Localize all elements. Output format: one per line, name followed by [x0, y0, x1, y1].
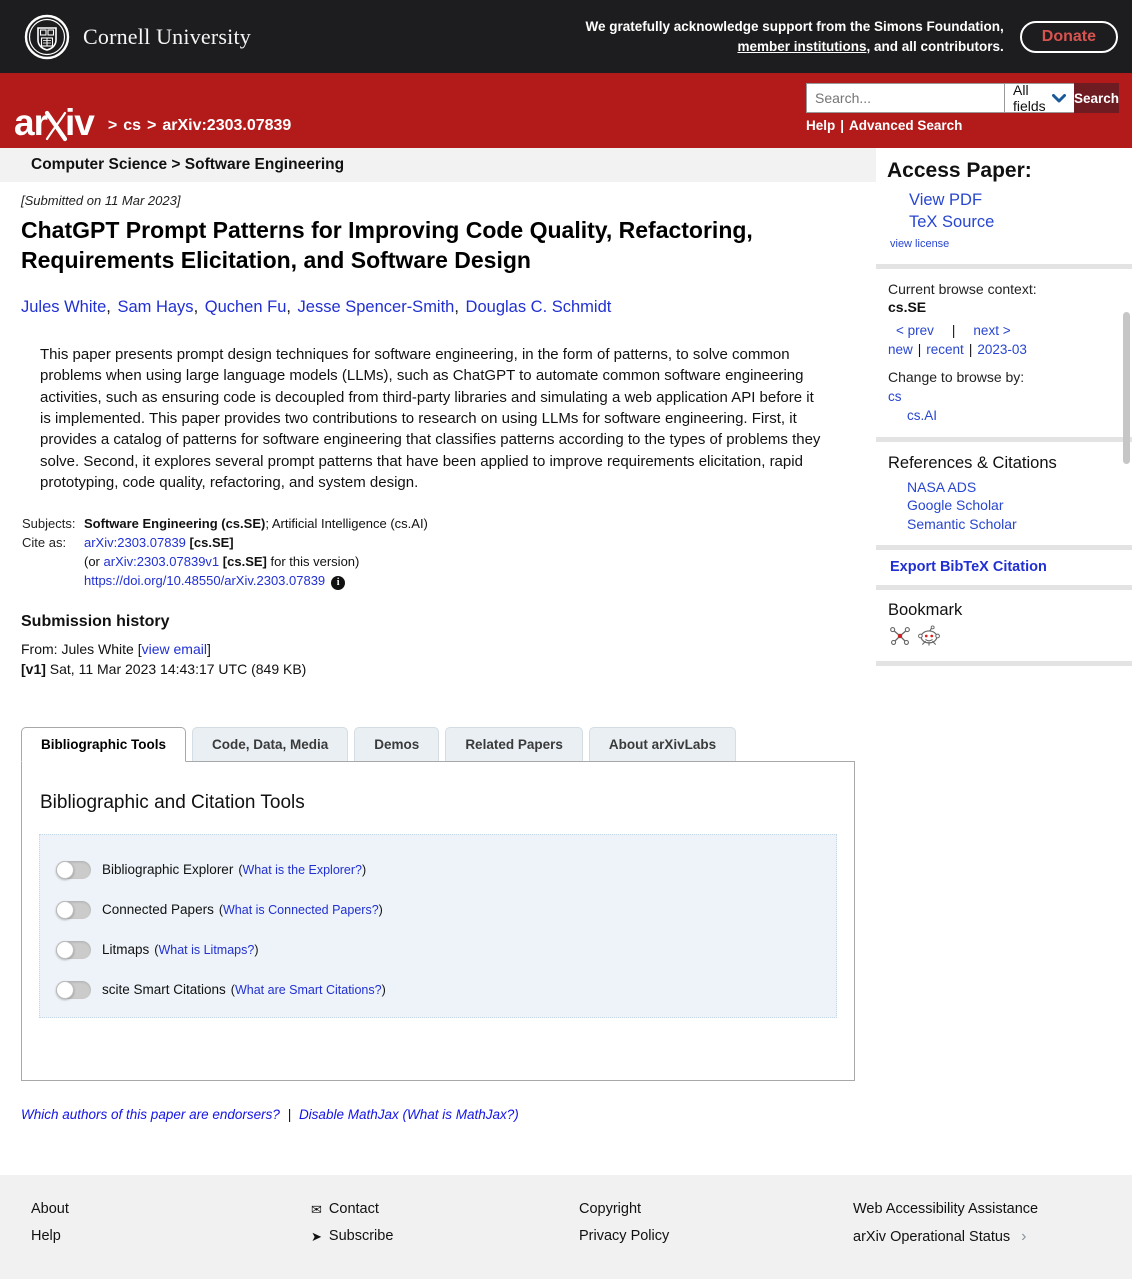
toggle-row-litmaps: Litmaps ( What is Litmaps? ) [56, 941, 820, 959]
arxiv-id-link[interactable]: arXiv:2303.07839 [84, 534, 186, 550]
what-is-mathjax-link[interactable]: (What is MathJax?) [402, 1106, 519, 1122]
footer-operational-status-link[interactable]: arXiv Operational Status › [853, 1228, 1027, 1245]
scrollbar-thumb[interactable] [1123, 312, 1130, 464]
submission-history: Submission history From: Jules White [view email] [v1] Sat, 11 Mar 2023 14:43:17 UTC (849 KB) [21, 610, 876, 680]
tab-code-data-media[interactable]: Code, Data, Media [192, 727, 348, 761]
info-icon[interactable]: i [331, 576, 345, 590]
what-is-explorer-link[interactable]: What is the Explorer? [242, 862, 362, 877]
view-license-link[interactable]: view license [890, 237, 950, 250]
breadcrumb-arxiv-id-link[interactable]: arXiv:2303.07839 [162, 117, 292, 134]
recent-link[interactable]: recent [926, 341, 964, 357]
author-list: Jules White, Sam Hays, Quchen Fu, Jesse Spencer-Smith, Douglas C. Schmidt [21, 297, 612, 316]
bibliographic-tools-panel [21, 761, 855, 1081]
search-input[interactable] [806, 83, 1004, 113]
nasa-ads-link[interactable]: NASA ADS [907, 478, 977, 495]
subjects-label: Subjects: [22, 515, 76, 531]
change-browse-label: Change to browse by: [888, 368, 1025, 385]
what-are-smart-citations-link[interactable]: What are Smart Citations? [234, 982, 382, 997]
donate-button[interactable]: Donate [1020, 21, 1118, 53]
connected-papers-toggle[interactable] [56, 901, 91, 919]
author-link[interactable]: Jesse Spencer-Smith [297, 297, 455, 316]
author-link[interactable]: Quchen Fu [204, 297, 287, 316]
submission-history-heading: Submission history [21, 612, 170, 630]
what-is-litmaps-link[interactable]: What is Litmaps? [158, 942, 255, 957]
tab-related-papers[interactable]: Related Papers [445, 727, 583, 761]
sidebar [876, 148, 1132, 1175]
arxiv-chi-icon [44, 110, 68, 142]
paper-metadata: Subjects: Software Engineering (cs.SE); Artificial Intelligence (cs.AI) Cite as: arXiv:2303.07839 [cs.SE] (or arXiv:2303.07839v1 [cs.SE] for this version) https://doi.org/10.48550/arXiv.2303.07839 i [22, 515, 428, 588]
next-link[interactable]: next > [973, 322, 1011, 338]
disable-mathjax-link[interactable]: Disable MathJax [298, 1106, 399, 1122]
export-bibtex-link[interactable]: Export BibTeX Citation [890, 559, 1047, 576]
view-pdf-link[interactable]: View PDF [909, 191, 983, 209]
author-link[interactable]: Douglas C. Schmidt [465, 297, 612, 316]
search-button[interactable]: Search [1074, 83, 1119, 113]
paper-plane-icon: ➤ [311, 1228, 322, 1244]
references-citations-card [876, 442, 1132, 551]
tab-bibliographic-tools[interactable]: Bibliographic Tools [21, 727, 186, 762]
browse-context-value: cs.SE [888, 298, 927, 315]
tab-demos[interactable]: Demos [354, 727, 439, 761]
endorsers-line: Which authors of this paper are endorsers? | Disable MathJax (What is MathJax?) [21, 1106, 519, 1122]
support-acknowledgement: We gratefully acknowledge support from the Simons Foundation, member institutions, and all contributors. [585, 18, 1004, 54]
member-institutions-link[interactable]: member institutions [737, 38, 867, 54]
top-header-bar [0, 0, 1132, 73]
browse-context-card: Current browse context: cs.SE < prev | next > new | recent | 2023-03 Change to browse by: cs cs.AI [876, 269, 1132, 442]
page-title: ChatGPT Prompt Patterns for Improving Code Quality, Refactoring, Requirements Elicitation, and Software Design [21, 217, 753, 274]
toggle-row-scite: scite Smart Citations ( What are Smart Citations? ) [56, 981, 820, 999]
cornell-university-logo[interactable] [24, 14, 251, 60]
paper-abstract-page [0, 148, 876, 1175]
new-link[interactable]: new [888, 341, 913, 357]
footer-web-accessibility-link[interactable]: Web Accessibility Assistance [853, 1201, 1039, 1217]
search-scope-select[interactable]: All fields [1004, 83, 1074, 113]
author-link[interactable]: Sam Hays [117, 297, 194, 316]
reddit-icon[interactable] [917, 625, 941, 647]
export-bibtex-card [876, 550, 1132, 590]
google-scholar-link[interactable]: Google Scholar [907, 497, 1004, 514]
footer-copyright-link[interactable]: Copyright [579, 1201, 642, 1217]
browse-csai-link[interactable]: cs.AI [907, 407, 938, 423]
arxivlabs-tabs [21, 727, 876, 761]
chevron-down-icon [1052, 94, 1066, 103]
browse-cs-link[interactable]: cs [888, 388, 902, 404]
browse-context-label: Current browse context: [888, 280, 1037, 297]
footer-about-link[interactable]: About [31, 1201, 69, 1217]
arxiv-banner [0, 73, 1132, 148]
cornell-seal-icon [24, 14, 70, 60]
semantic-scholar-link[interactable]: Semantic Scholar [907, 515, 1017, 532]
chevron-right-icon: › [1021, 1228, 1027, 1245]
subject-breadcrumb: Computer Science > Software Engineering [0, 148, 876, 182]
citation-tools-box [39, 834, 837, 1018]
help-link[interactable]: Help [806, 118, 836, 133]
scite-smart-citations-toggle[interactable] [56, 981, 91, 999]
toggle-row-connected-papers: Connected Papers ( What is Connected Papers? ) [56, 901, 820, 919]
tab-about-arxivlabs[interactable]: About arXivLabs [589, 727, 736, 761]
footer-subscribe-link[interactable]: ➤ Subscribe [311, 1228, 394, 1244]
envelope-icon: ✉ [311, 1201, 322, 1217]
cite-as-label: Cite as: [22, 534, 67, 550]
bookmark-card [876, 590, 1132, 666]
footer-contact-link[interactable]: ✉ Contact [311, 1201, 379, 1217]
endorsers-link[interactable]: Which authors of this paper are endorsers? [21, 1106, 280, 1122]
abstract-text: This paper presents prompt design techniques for software engineering, in the form of patterns, to solve common problems when using large language models (LLMs), such as ChatGPT to automate common software engineering activities, such as ensuring code is decoupled from third-party libraries and simulating a web application API before it is implemented. This paper provides two contributions to research on using LLMs for software engineering. First, it provides a catalog of patterns for software engineering that classifies patterns according to the types of problems they solve. Second, it explores several prompt patterns that have been applied to improve requirements elicitation, rapid prototyping, code quality, refactoring, and system design. [40, 345, 821, 492]
arxiv-version-link[interactable]: arXiv:2303.07839v1 [103, 553, 220, 569]
access-paper-card [876, 148, 1132, 269]
month-link[interactable]: 2023-03 [977, 341, 1027, 357]
footer-help-link[interactable]: Help [31, 1228, 61, 1244]
access-paper-heading: Access Paper: [887, 159, 1032, 182]
bibsonomy-icon[interactable] [889, 625, 911, 647]
doi-link[interactable]: https://doi.org/10.48550/arXiv.2303.07839 [84, 572, 326, 588]
prev-link[interactable]: < prev [896, 322, 934, 338]
search-help-links: Help | Advanced Search [806, 118, 963, 133]
footer-privacy-policy-link[interactable]: Privacy Policy [579, 1228, 670, 1244]
panel-heading: Bibliographic and Citation Tools [40, 791, 305, 813]
advanced-search-link[interactable]: Advanced Search [849, 118, 963, 133]
subjects-value: Software Engineering (cs.SE); Artificial Intelligence (cs.AI) [84, 515, 428, 531]
author-link[interactable]: Jules White [21, 297, 107, 316]
bookmark-heading: Bookmark [888, 601, 963, 620]
tex-source-link[interactable]: TeX Source [909, 213, 995, 232]
arxiv-logo[interactable]: ar iv [14, 102, 94, 144]
references-citations-heading: References & Citations [888, 453, 1057, 472]
submitted-dateline: [Submitted on 11 Mar 2023] [21, 193, 181, 208]
litmaps-toggle[interactable] [56, 941, 91, 959]
toggle-row-bibliographic-explorer: Bibliographic Explorer ( What is the Explorer? ) [56, 861, 820, 879]
cornell-university-label: Cornell University [83, 23, 251, 49]
view-email-link[interactable]: view email [141, 640, 207, 657]
breadcrumb-cs-link[interactable]: cs [123, 117, 141, 134]
what-is-connected-papers-link[interactable]: What is Connected Papers? [223, 902, 379, 917]
page-footer [0, 1175, 1132, 1279]
breadcrumb: > cs > arXiv:2303.07839 [107, 117, 292, 134]
bibliographic-explorer-toggle[interactable] [56, 861, 91, 879]
